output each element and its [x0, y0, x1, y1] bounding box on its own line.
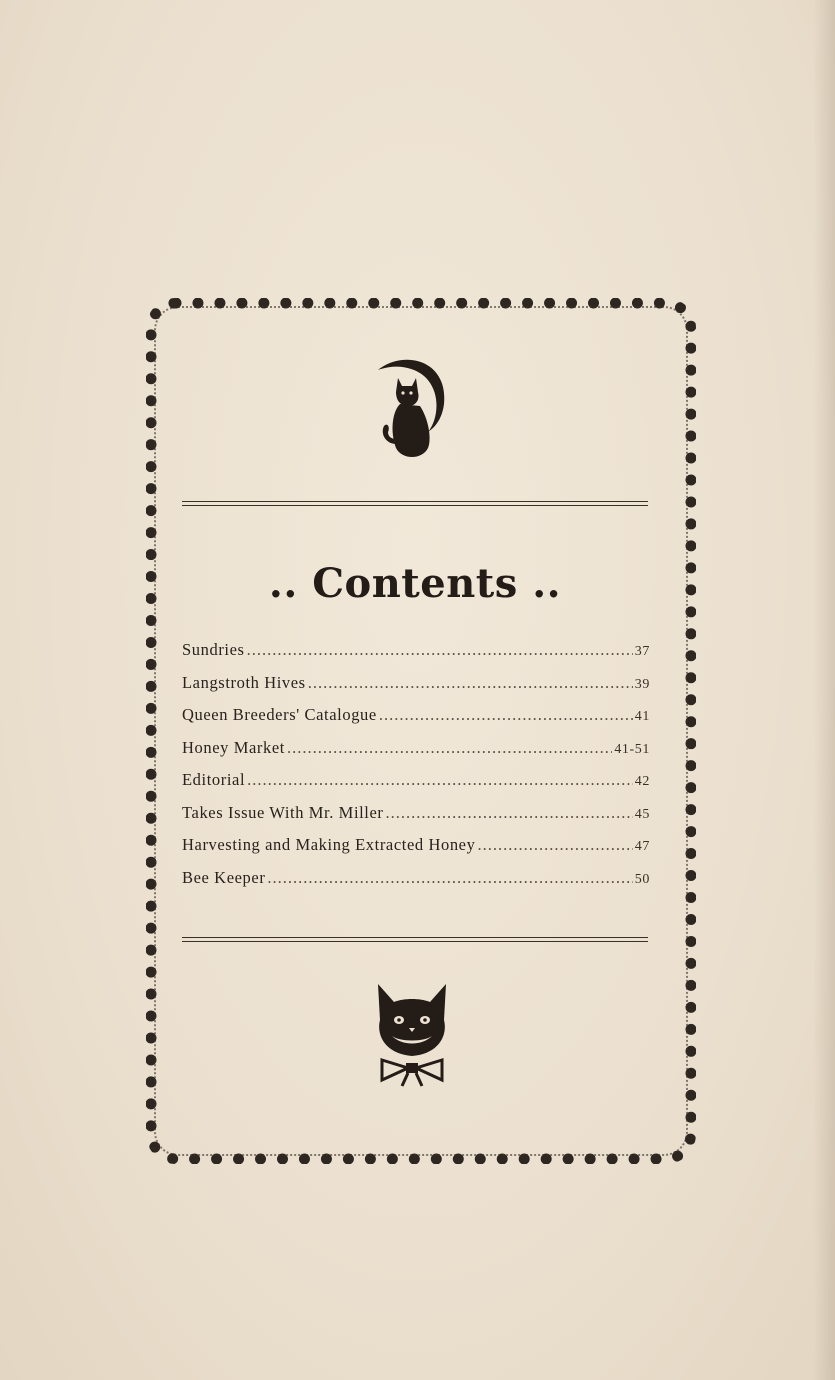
toc-entry: [182, 640, 650, 673]
toc-entry-title: Harvesting and Making Extracted Honey: [182, 835, 476, 854]
toc-entry: [182, 705, 650, 738]
toc-entry-title: Queen Breeders' Catalogue: [182, 705, 377, 724]
toc-entry-title: Bee Keeper: [182, 867, 266, 887]
divider-top: [182, 501, 648, 506]
toc-leader-dots: [247, 640, 633, 660]
toc-entry-page: 42: [634, 774, 650, 789]
toc-leader-dots: [477, 835, 632, 855]
toc-entry-title: Honey Market: [182, 737, 285, 757]
toc-entry: [182, 868, 650, 901]
toc-entry-page: 47: [634, 839, 650, 854]
toc-leader-dots: [379, 705, 633, 725]
contents-title: .. Contents ..: [268, 560, 562, 607]
toc-entry-title: Sundries: [182, 640, 245, 659]
toc-leader-dots: [247, 770, 633, 790]
toc-entry-page: 45: [634, 806, 650, 822]
toc-leader-dots: [386, 803, 633, 823]
toc-entry: [182, 673, 650, 706]
toc-leader-dots: [267, 868, 632, 888]
toc-entry: [182, 738, 650, 771]
page-edge-shadow: [813, 0, 835, 1380]
toc-entry-title: Editorial: [182, 770, 246, 789]
toc-entry: [182, 803, 650, 836]
toc-entry: [182, 770, 650, 803]
toc-entry-page: 37: [634, 644, 650, 659]
grinning-cat-face-icon: [372, 980, 452, 1088]
toc-entry-title: Langstroth Hives: [182, 672, 306, 692]
toc-entry-page: 39: [634, 676, 650, 692]
toc-entry: [182, 835, 650, 868]
divider-bottom: [182, 937, 648, 942]
table-of-contents: [182, 640, 650, 900]
toc-entry-page: 41: [634, 709, 650, 724]
toc-entry-title: Takes Issue With Mr. Miller: [182, 802, 384, 822]
toc-entry-page: 50: [634, 871, 650, 887]
toc-leader-dots: [287, 738, 612, 758]
toc-leader-dots: [308, 673, 633, 693]
toc-entry-page: 41-51: [614, 741, 650, 757]
cat-on-crescent-moon-icon: [372, 352, 452, 462]
